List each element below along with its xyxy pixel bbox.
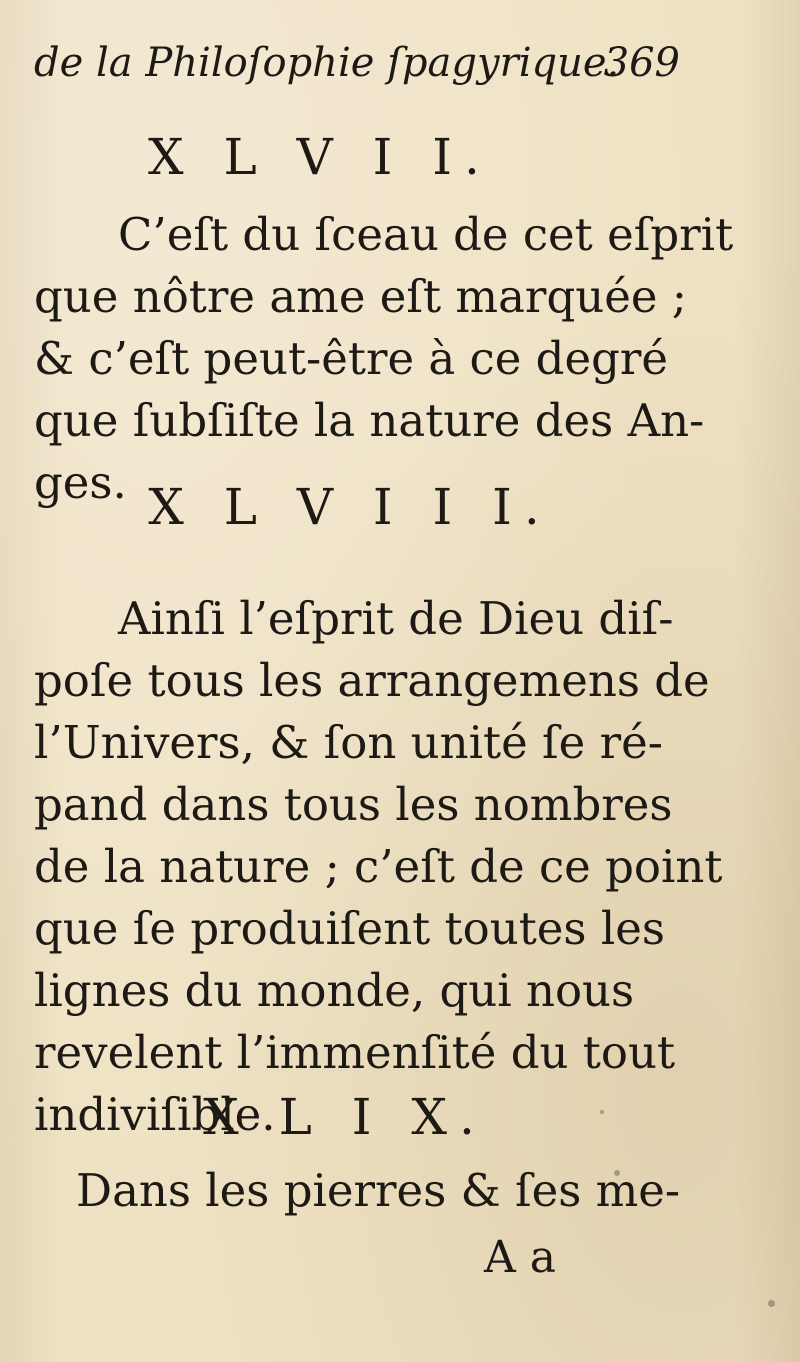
text-line: revelent l’immenſité du tout: [34, 1026, 676, 1079]
running-head: [34, 40, 680, 100]
text-line: de la nature ; c’eſt de ce point: [34, 840, 723, 893]
section-heading-xlix: X L I X.: [203, 1088, 487, 1146]
text-line: Ainſi l’eſprit de Dieu diſ-: [118, 592, 674, 645]
text-line: Dans les pierres & ſes me-: [76, 1164, 681, 1217]
text-line: que ſubſiſte la nature des An-: [34, 394, 705, 447]
text-line: & c’eſt peut-être à ce degré: [34, 332, 669, 385]
paper-speck: [614, 1170, 620, 1176]
section-heading-xlviii: X L V I I I.: [148, 478, 552, 536]
text-line: que ſe produiſent toutes les: [34, 902, 665, 955]
signature-mark: A a: [484, 1232, 556, 1283]
text-line: C’eſt du ſceau de cet eſprit: [118, 208, 734, 261]
text-line: ges.: [34, 456, 127, 509]
text-line: l’Univers, & ſon unité ſe ré-: [34, 716, 663, 769]
page-number: 369: [603, 40, 680, 86]
text-line: poſe tous les arrangemens de: [34, 654, 710, 707]
running-title: de la Philoſophie ſpagyrique.: [34, 40, 620, 86]
section-heading-xlvii: X L V I I.: [148, 128, 492, 186]
text-line: indiviſible.: [34, 1088, 276, 1141]
text-line: que nôtre ame eſt marquée ;: [34, 270, 687, 323]
paper-speck: [600, 1110, 604, 1114]
text-line: pand dans tous les nombres: [34, 778, 673, 831]
paper-speck: [768, 1300, 775, 1307]
text-line: lignes du monde, qui nous: [34, 964, 635, 1017]
